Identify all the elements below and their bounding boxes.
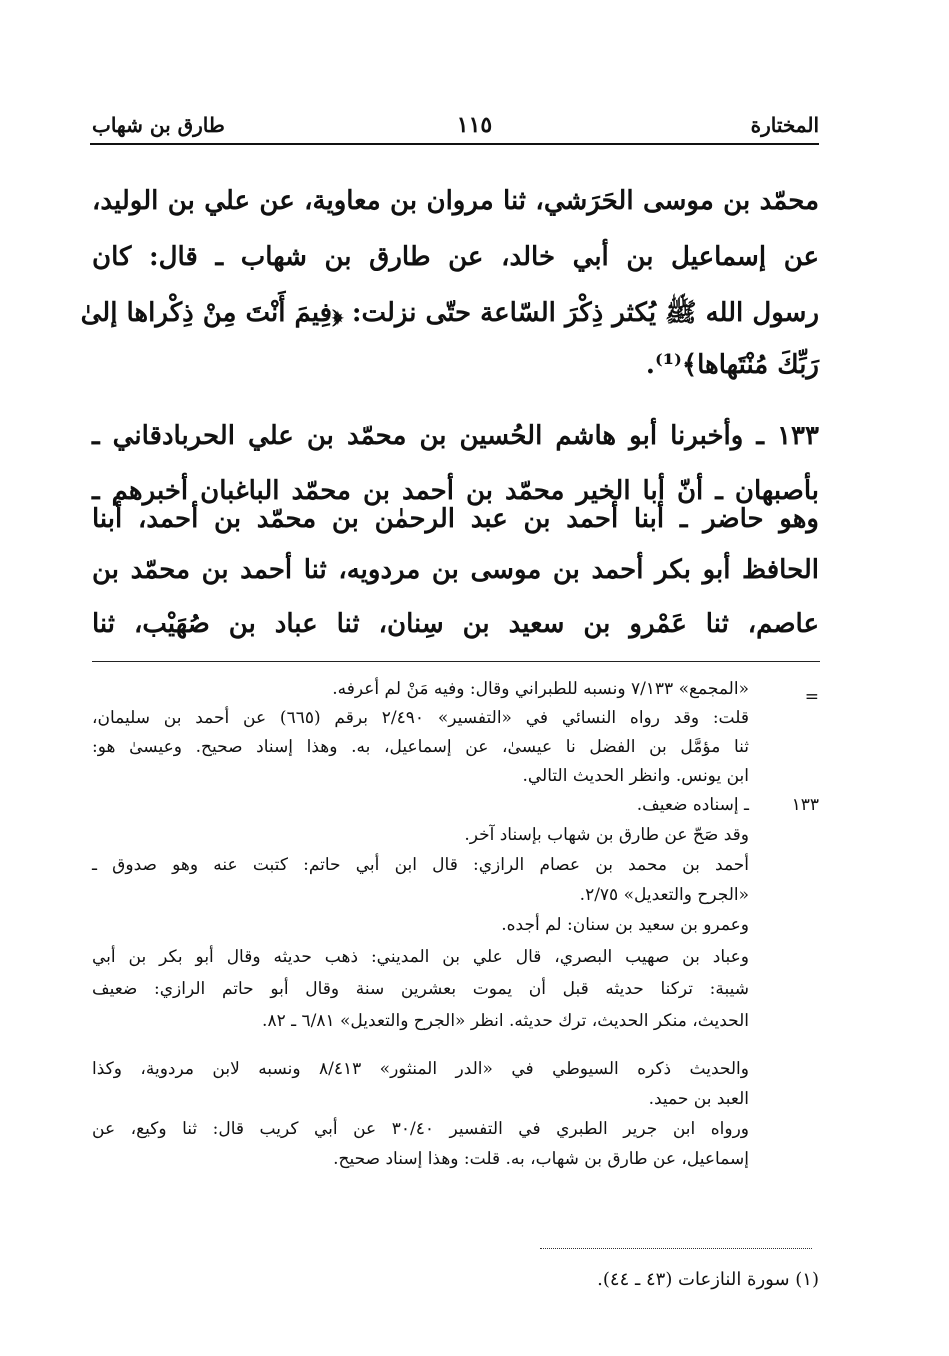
note-line: إسماعيل، عن طارق بن شهاب، به. قلت: وهذا إسناد صحيح. bbox=[333, 1149, 749, 1169]
running-header-chapter-title: طارق بن شهاب bbox=[92, 113, 225, 137]
note-line: أحمد بن محمد بن عصام الرازي: قال ابن أبي حاتم: كتبت عنه وهو صدوق ـ bbox=[92, 855, 749, 875]
note-line: وقد صَحّ عن طارق بن شهاب بإسناد آخر. bbox=[464, 825, 749, 845]
main-text-line: رَبِّكَ مُنْتَهاها﴾⁽¹⁾. bbox=[645, 350, 819, 380]
footnote-1: (١) سورة النازعات (٤٣ ـ ٤٤). bbox=[597, 1269, 819, 1290]
note-line: «الجرح والتعديل» ٢/٧٥. bbox=[579, 885, 749, 905]
main-text-line: ١٣٣ ـ وأخبرنا أبو هاشم الحُسين بن محمّد بن علي الحربادقاني ـ bbox=[92, 421, 819, 451]
main-text-line: رسول الله ﷺ يُكثر ذِكْرَ السّاعة حتّى نزلت: ﴿فِيمَ أَنْتَ مِنْ ذِكْراها إلىٰ bbox=[80, 298, 819, 328]
note-line: وعمرو بن سعيد بن سنان: لم أجده. bbox=[501, 915, 749, 935]
main-text-line: محمّد بن موسى الحَرَشي، ثنا مروان بن معاوية، عن علي بن الوليد، bbox=[92, 186, 820, 216]
main-text-line: الحافظ أبو بكر أحمد بن موسى بن مردويه، ثنا أحمد بن محمّد بن bbox=[92, 555, 819, 585]
continuation-mark: = bbox=[804, 687, 819, 707]
note-line: وعباد بن صهيب البصري، قال علي بن المديني: ذهب حديثه وقال أبو بكر بن أبي bbox=[92, 947, 749, 967]
note-line: العبد بن حميد. bbox=[648, 1089, 749, 1109]
note-line: الحديث، منكر الحديث، ترك حديثه. انظر «الجرح والتعديل» ٦/٨١ ـ ٨٢. bbox=[262, 1011, 749, 1031]
footnote-dotted-separator bbox=[540, 1248, 812, 1249]
running-header-book-title: المختارة bbox=[750, 113, 819, 137]
footnote-separator bbox=[92, 661, 820, 662]
main-text-line: بأصبهان ـ أنّ أبا الخير محمّد بن أحمد بن محمّد الباغبان أخبرهم ـ bbox=[92, 476, 819, 506]
note-line: «المجمع» ٧/١٣٣ ونسبه للطبراني وقال: وفيه مَنْ لم أعرفه. bbox=[332, 679, 749, 699]
note-line: قلت: وقد رواه النسائي في «التفسير» ٢/٤٩٠ برقم (٦٦٥) عن أحمد بن سليمان، bbox=[92, 708, 750, 728]
main-text-line: وهو حاضر ـ أبنا أحمد بن عبد الرحمٰن بن محمّد بن أحمد، أبنا bbox=[92, 504, 819, 534]
main-text-line: عن إسماعيل بن أبي خالد، عن طارق بن شهاب ـ قال: كان bbox=[92, 242, 819, 272]
main-text-line: عاصم، ثنا عَمْرو بن سعيد بن سِنان، ثنا عباد بن صُهَيْب، ثنا bbox=[92, 609, 819, 639]
page-number: ١١٥ bbox=[456, 112, 493, 138]
note-line: ابن يونس. وانظر الحديث التالي. bbox=[522, 766, 749, 786]
header-rule bbox=[90, 143, 819, 145]
note-line: ثنا مؤمَّل بن الفضل نا عيسىٰ، عن إسماعيل، به. وهذا إسناد صحيح. وعيسىٰ هو: bbox=[92, 737, 749, 757]
note-line: ـ إسناده ضعيف. bbox=[636, 795, 749, 815]
note-number-133: ١٣٣ bbox=[791, 795, 819, 815]
note-line: والحديث ذكره السيوطي في «الدر المنثور» ٨/٤١٣ ونسبه لابن مردوية، وكذا bbox=[92, 1059, 749, 1079]
note-line: شيبة: تركنا حديثه قبل أن يموت بعشرين سنة وقال أبو حاتم الرازي: ضعيف bbox=[92, 979, 749, 999]
note-line: ورواه ابن جرير الطبري في التفسير ٣٠/٤٠ عن أبي كريب قال: ثنا وكيع، عن bbox=[92, 1119, 749, 1139]
